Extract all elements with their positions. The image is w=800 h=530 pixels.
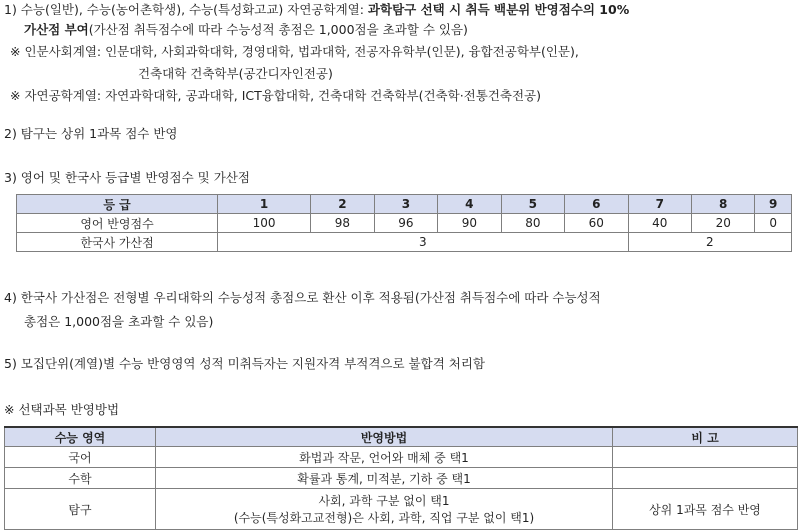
natural-line: ※ 자연공학계열: 자연과학대학, 공과대학, ICT융합대학, 건축대학 건축학부(건축학·전통건축전공) xyxy=(10,88,541,103)
humanities-line1: ※ 인문사회계열: 인문대학, 사회과학대학, 경영대학, 법과대학, 전공자유학부(인문), 융합전공학부(인문), xyxy=(10,44,579,59)
item1-line2-bold: 가산점 부여 xyxy=(24,22,89,37)
english-score: 80 xyxy=(501,214,564,233)
korean-method: 화법과 작문, 언어와 매체 중 택1 xyxy=(156,447,613,468)
grade-header-cell: 9 xyxy=(755,195,792,214)
humanities-line2: 건축대학 건축학부(공간디자인전공) xyxy=(138,66,333,81)
inquiry-note: 상위 1과목 점수 반영 xyxy=(613,489,798,530)
selection-table xyxy=(4,426,798,530)
math-area: 수학 xyxy=(5,468,156,489)
selection-row-korean xyxy=(5,447,798,468)
grade-header-cell: 1 xyxy=(218,195,311,214)
grade-header-cell: 7 xyxy=(628,195,691,214)
selection-header-note: 비 고 xyxy=(613,427,798,447)
history-bonus-1-6: 3 xyxy=(218,233,629,252)
grade-header-cell: 4 xyxy=(438,195,501,214)
english-score: 40 xyxy=(628,214,691,233)
english-label: 영어 반영점수 xyxy=(17,214,218,233)
grade-header-label: 등 급 xyxy=(17,195,218,214)
english-score: 0 xyxy=(755,214,792,233)
math-note xyxy=(613,468,798,489)
item1-line1-prefix: 1) 수능(일반), 수능(농어촌학생), 수능(특성화고교) 자연공학계열: xyxy=(4,2,368,17)
english-row xyxy=(17,214,792,233)
english-score: 60 xyxy=(565,214,628,233)
english-score: 98 xyxy=(311,214,374,233)
history-row xyxy=(17,233,792,252)
grade-header-cell: 8 xyxy=(692,195,755,214)
item5-text: 5) 모집단위(계열)별 수능 반영영역 성적 미취득자는 지원자격 부적격으로 불합격 처리함 xyxy=(4,356,485,371)
grade-header-cell: 6 xyxy=(565,195,628,214)
history-bonus-7-9: 2 xyxy=(628,233,791,252)
math-method: 확률과 통계, 미적분, 기하 중 택1 xyxy=(156,468,613,489)
english-score: 100 xyxy=(218,214,311,233)
item4-line2: 총점은 1,000점을 초과할 수 있음) xyxy=(24,314,214,329)
selection-row-inquiry xyxy=(5,489,798,530)
selection-header-row xyxy=(5,427,798,447)
selection-row-math xyxy=(5,468,798,489)
grade-header-cell: 5 xyxy=(501,195,564,214)
grade-header-cell: 2 xyxy=(311,195,374,214)
item1-line2 xyxy=(24,22,468,38)
inquiry-method-line1: 사회, 과학 구분 없이 택1 xyxy=(318,494,450,508)
selection-header-area: 수능 영역 xyxy=(5,427,156,447)
selection-header-method: 반영방법 xyxy=(156,427,613,447)
item1-line1 xyxy=(4,2,629,18)
item1-line1-bold: 과학탐구 선택 시 취득 백분위 반영점수의 10% xyxy=(367,2,630,17)
item2-text: 2) 탐구는 상위 1과목 점수 반영 xyxy=(4,126,178,141)
grade-table xyxy=(16,194,792,252)
grade-header-row xyxy=(17,195,792,214)
item4-line1: 4) 한국사 가산점은 전형별 우리대학의 수능성적 총점으로 환산 이후 적용됨(가산점 취득점수에 따라 수능성적 xyxy=(4,290,601,305)
selection-title: ※ 선택과목 반영방법 xyxy=(4,402,120,417)
grade-header-cell: 3 xyxy=(374,195,437,214)
history-label: 한국사 가산점 xyxy=(17,233,218,252)
english-score: 96 xyxy=(374,214,437,233)
korean-area: 국어 xyxy=(5,447,156,468)
inquiry-area: 탐구 xyxy=(5,489,156,530)
korean-note xyxy=(613,447,798,468)
inquiry-method xyxy=(156,489,613,530)
inquiry-method-line2: (수능(특성화고교전형)은 사회, 과학, 직업 구분 없이 택1) xyxy=(233,511,535,525)
english-score: 20 xyxy=(692,214,755,233)
item1-line2-rest: (가산점 취득점수에 따라 수능성적 총점은 1,000점을 초과할 수 있음) xyxy=(88,22,468,37)
english-score: 90 xyxy=(438,214,501,233)
item3-text: 3) 영어 및 한국사 등급별 반영점수 및 가산점 xyxy=(4,170,250,185)
